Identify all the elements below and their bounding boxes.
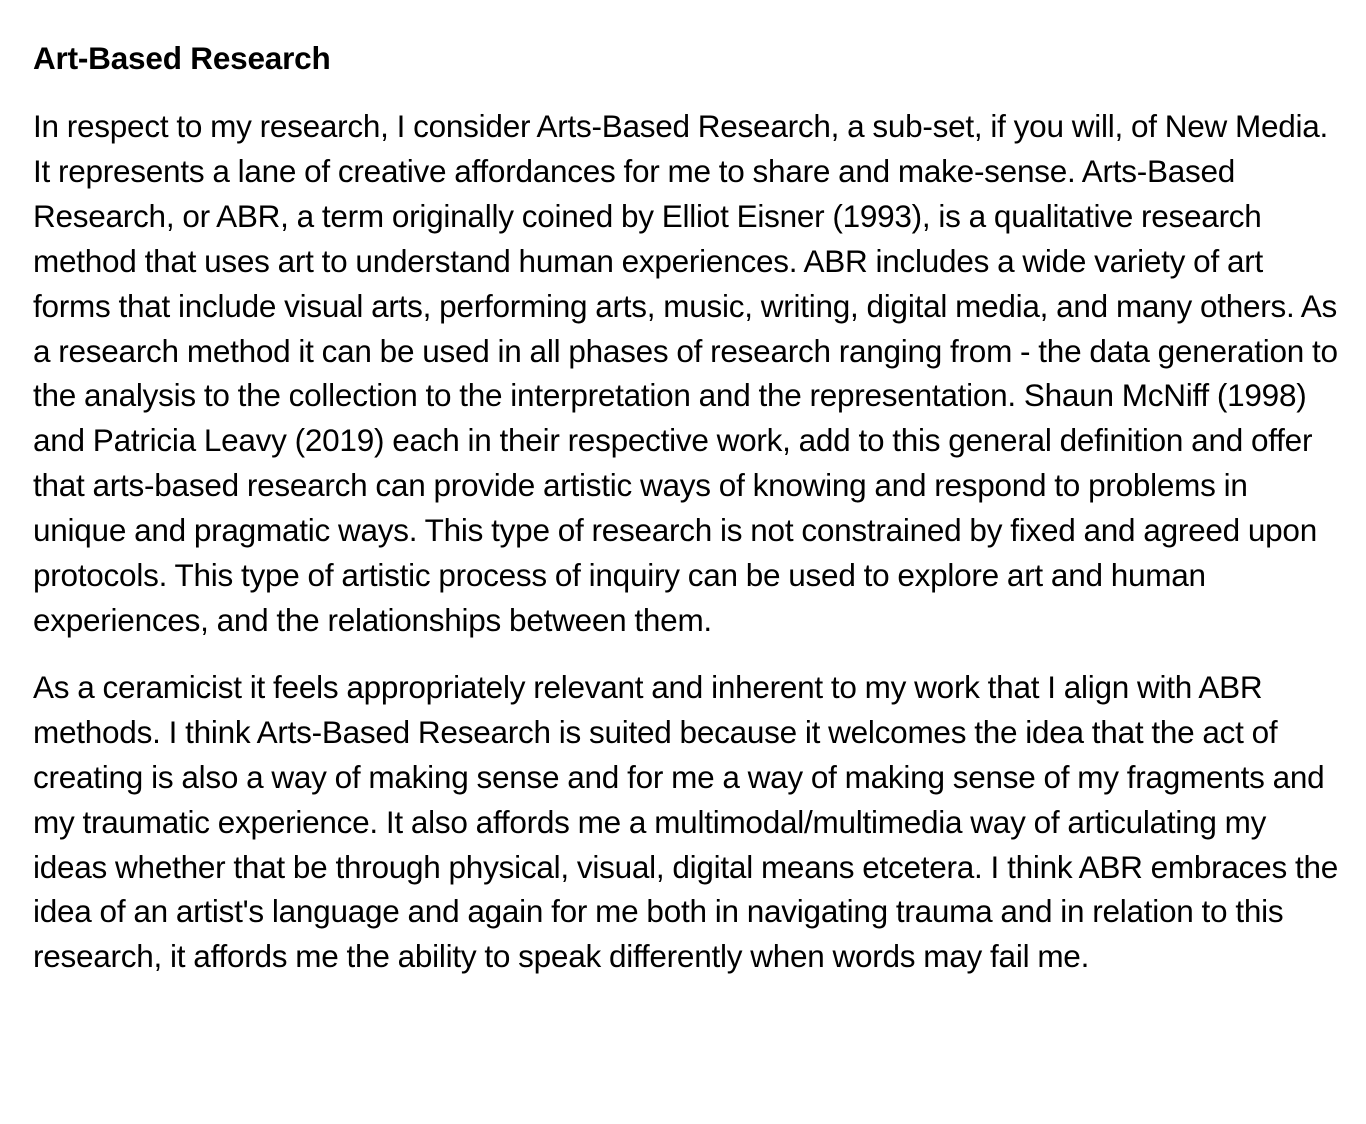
body-paragraph-1: In respect to my research, I consider Arts-Based Research, a sub-set, if you will, of New Media. It represents a lane of creative affordances for me to share and make-sense. Arts-Based Research, or ABR, a term originally coined by Elliot Eisner (1993), is a qualitative research method that uses art to understand human experiences. ABR includes a wide variety of art forms that include visual arts, performing arts, music, writing, digital media, and many others. As a research method it can be used in all phases of research ranging from - the data generation to the analysis to the collection to the interpretation and the representation. Shaun McNiff (1998) and Patricia Leavy (2019) each in their respective work, add to this general definition and offer that arts-based research can provide artistic ways of knowing and respond to problems in unique and pragmatic ways. This type of research is not constrained by fixed and agreed upon protocols. This type of artistic process of inquiry can be used to explore art and human experiences, and the relationships between them. bbox=[33, 108, 1338, 638]
body-paragraph-2: As a ceramicist it feels appropriately relevant and inherent to my work that I align with ABR methods. I think Arts-Based Research is suited because it welcomes the idea that the act of creating is also a way of making sense and for me a way of making sense of my fragments and my traumatic experience. It also affords me a multimodal/multimedia way of articulating my ideas whether that be through physical, visual, digital means etcetera. I think ABR embraces the idea of an artist's language and again for me both in navigating trauma and in relation to this research, it affords me the ability to speak differently when words may fail me. bbox=[33, 668, 1338, 975]
page-title: Art-Based Research bbox=[33, 40, 331, 76]
